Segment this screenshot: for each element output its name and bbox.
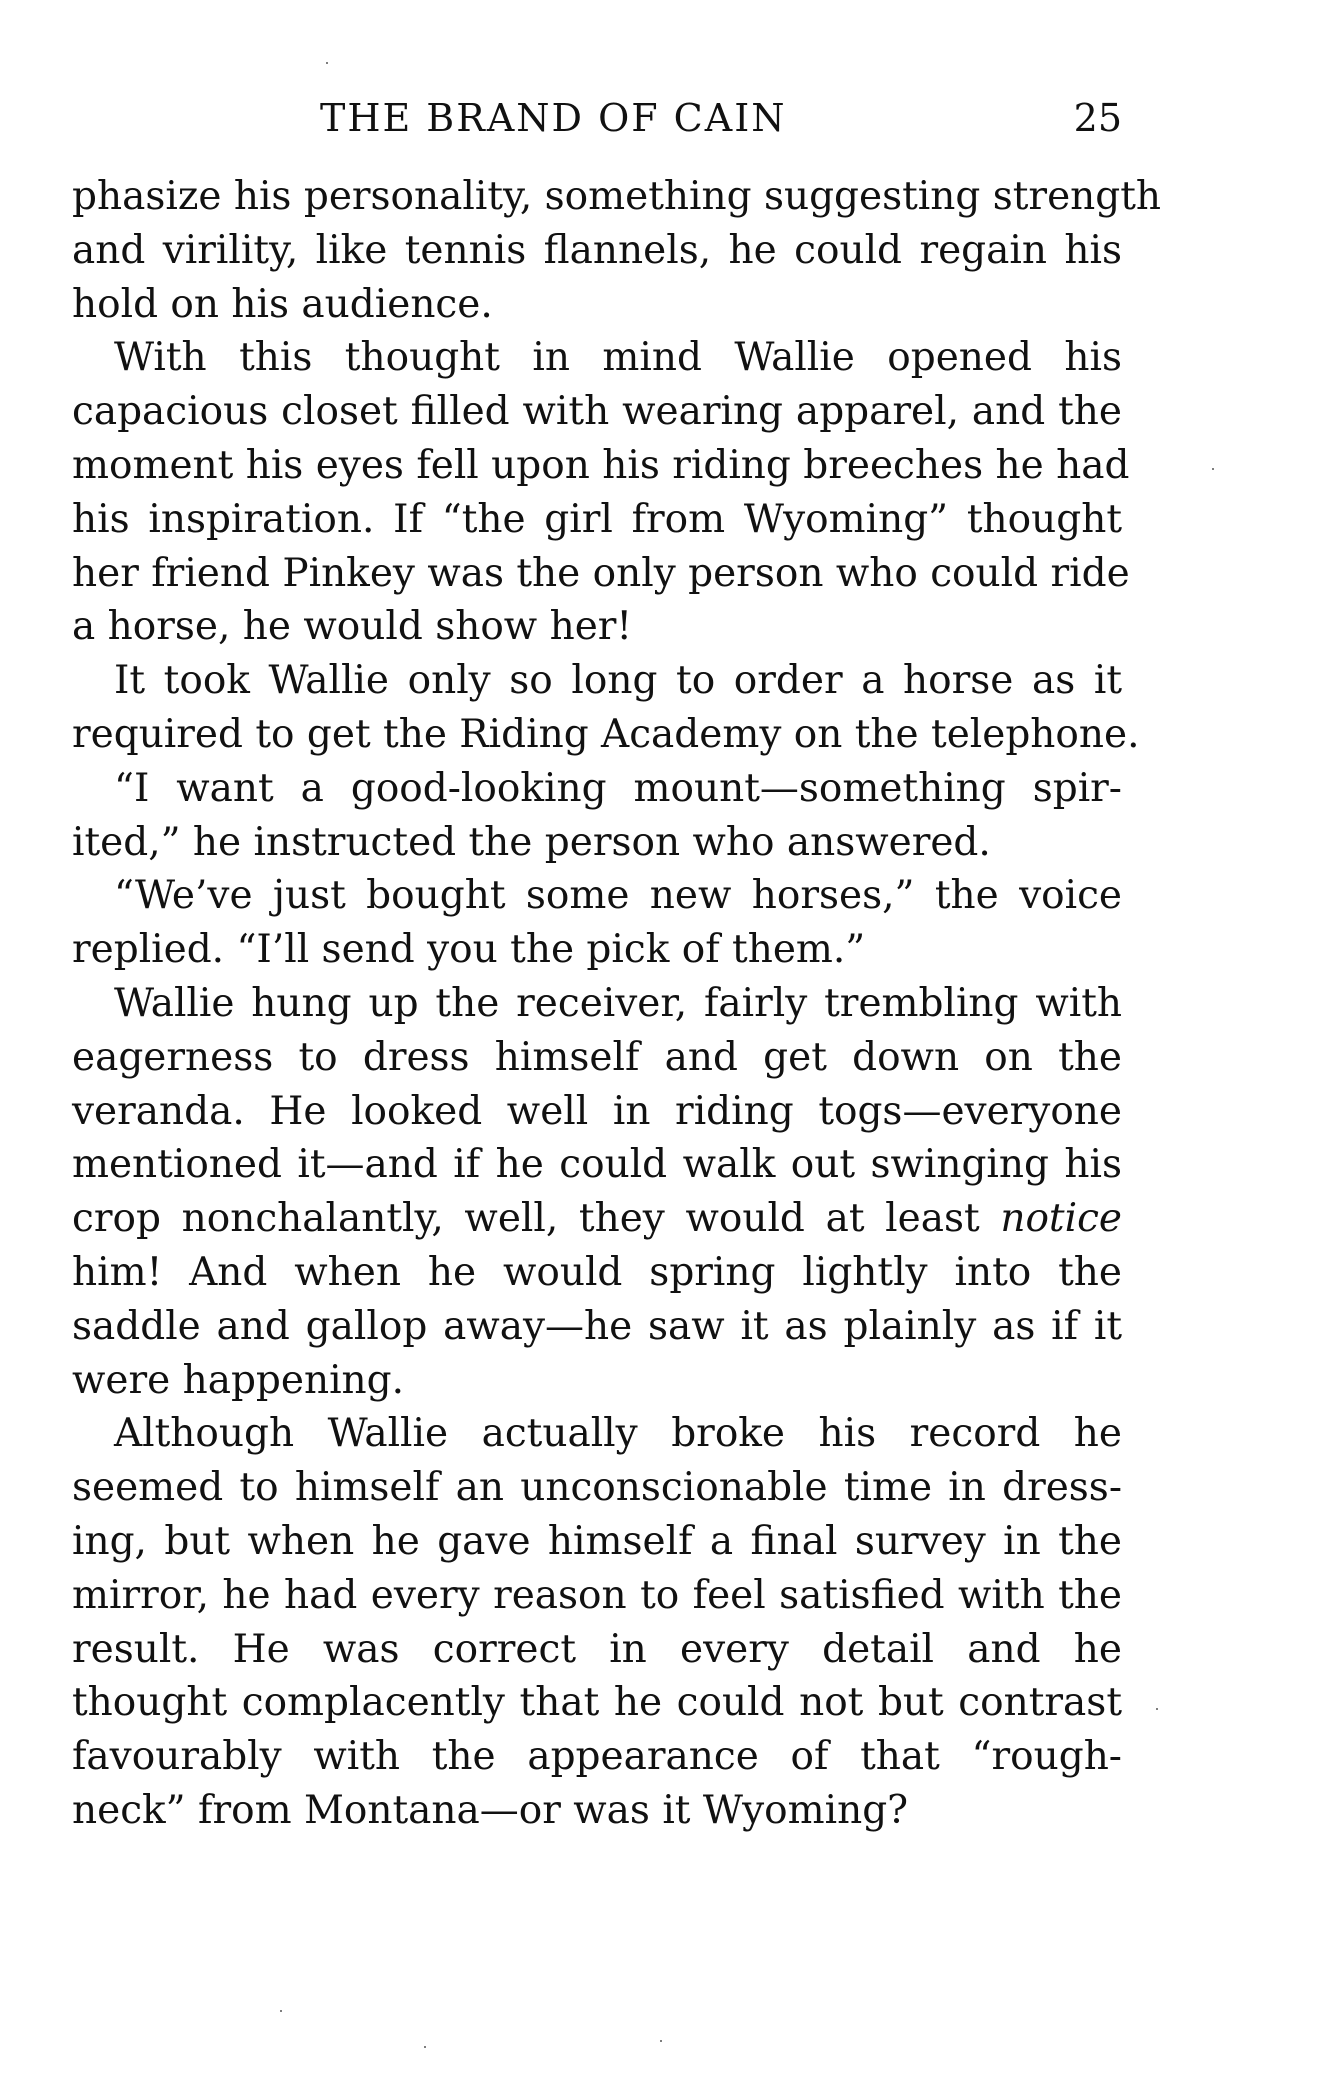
text-line: veranda. He looked well in riding togs—everyone (72, 1088, 1122, 1134)
text-line: capacious closet filled with wearing apparel, and the (72, 389, 1122, 435)
scan-speck (1156, 1708, 1158, 1710)
body-text (72, 170, 1162, 1838)
text-line: his inspiration. If “the girl from Wyoming” thought (72, 496, 1122, 542)
paragraph-start-line: Although Wallie actually broke his record he (114, 1411, 1122, 1457)
text-line: thought complacently that he could not but contrast (72, 1680, 1122, 1726)
scan-speck (280, 2010, 282, 2012)
text-line: ing, but when he gave himself a final survey in the (72, 1518, 1122, 1564)
page-number: 25 (1073, 96, 1122, 140)
text-line: and virility, like tennis flannels, he could regain his (72, 227, 1122, 273)
text-line: him! And when he would spring lightly into the (72, 1249, 1122, 1295)
text-line: a horse, he would show her! (72, 604, 633, 650)
text-line: her friend Pinkey was the only person who could ride (72, 550, 1130, 596)
paragraph-start-line: It took Wallie only so long to order a horse as it (114, 658, 1122, 704)
scan-speck (424, 2046, 426, 2048)
text-line: required to get the Riding Academy on the telephone. (72, 711, 1140, 757)
text-line: neck” from Montana—or was it Wyoming? (72, 1787, 909, 1833)
text-line: favourably with the appearance of that “rough- (72, 1734, 1122, 1780)
paragraph-start-line: Wallie hung up the receiver, fairly trembling with (114, 980, 1122, 1026)
text-line: replied. “I’ll send you the pick of them.” (72, 927, 866, 973)
scan-speck (660, 2040, 662, 2042)
paragraph-start-line: “I want a good-looking mount—something spir- (114, 765, 1122, 811)
scan-speck (326, 62, 328, 64)
text-line: seemed to himself an unconscionable time in dress- (72, 1465, 1122, 1511)
paragraph-start-line: With this thought in mind Wallie opened his (114, 335, 1122, 381)
text-segment: crop nonchalantly, well, they would at least (72, 1196, 1001, 1242)
running-head: THE BRAND OF CAIN (320, 96, 787, 140)
text-line: were happening. (72, 1357, 405, 1403)
text-line: mentioned it—and if he could walk out swinging his (72, 1142, 1122, 1188)
text-line: mirror, he had every reason to feel satisfied with the (72, 1572, 1122, 1618)
text-line: phasize his personality, something suggesting strength (72, 174, 1162, 219)
text-line: result. He was correct in every detail and he (72, 1626, 1122, 1672)
text-line: saddle and gallop away—he saw it as plainly as if it (72, 1303, 1122, 1349)
text-line: hold on his audience. (72, 281, 493, 327)
page-header (72, 92, 1122, 144)
text-line: ited,” he instructed the person who answered. (72, 819, 991, 865)
text-line: moment his eyes fell upon his riding breeches he had (72, 442, 1130, 488)
text-line: eagerness to dress himself and get down on the (72, 1034, 1122, 1080)
emphasized-word: notice (1000, 1196, 1122, 1242)
paragraph-start-line: “We’ve just bought some new horses,” the voice (114, 873, 1122, 919)
text-line-with-emphasis (72, 1192, 1122, 1246)
scan-speck (1212, 468, 1214, 470)
